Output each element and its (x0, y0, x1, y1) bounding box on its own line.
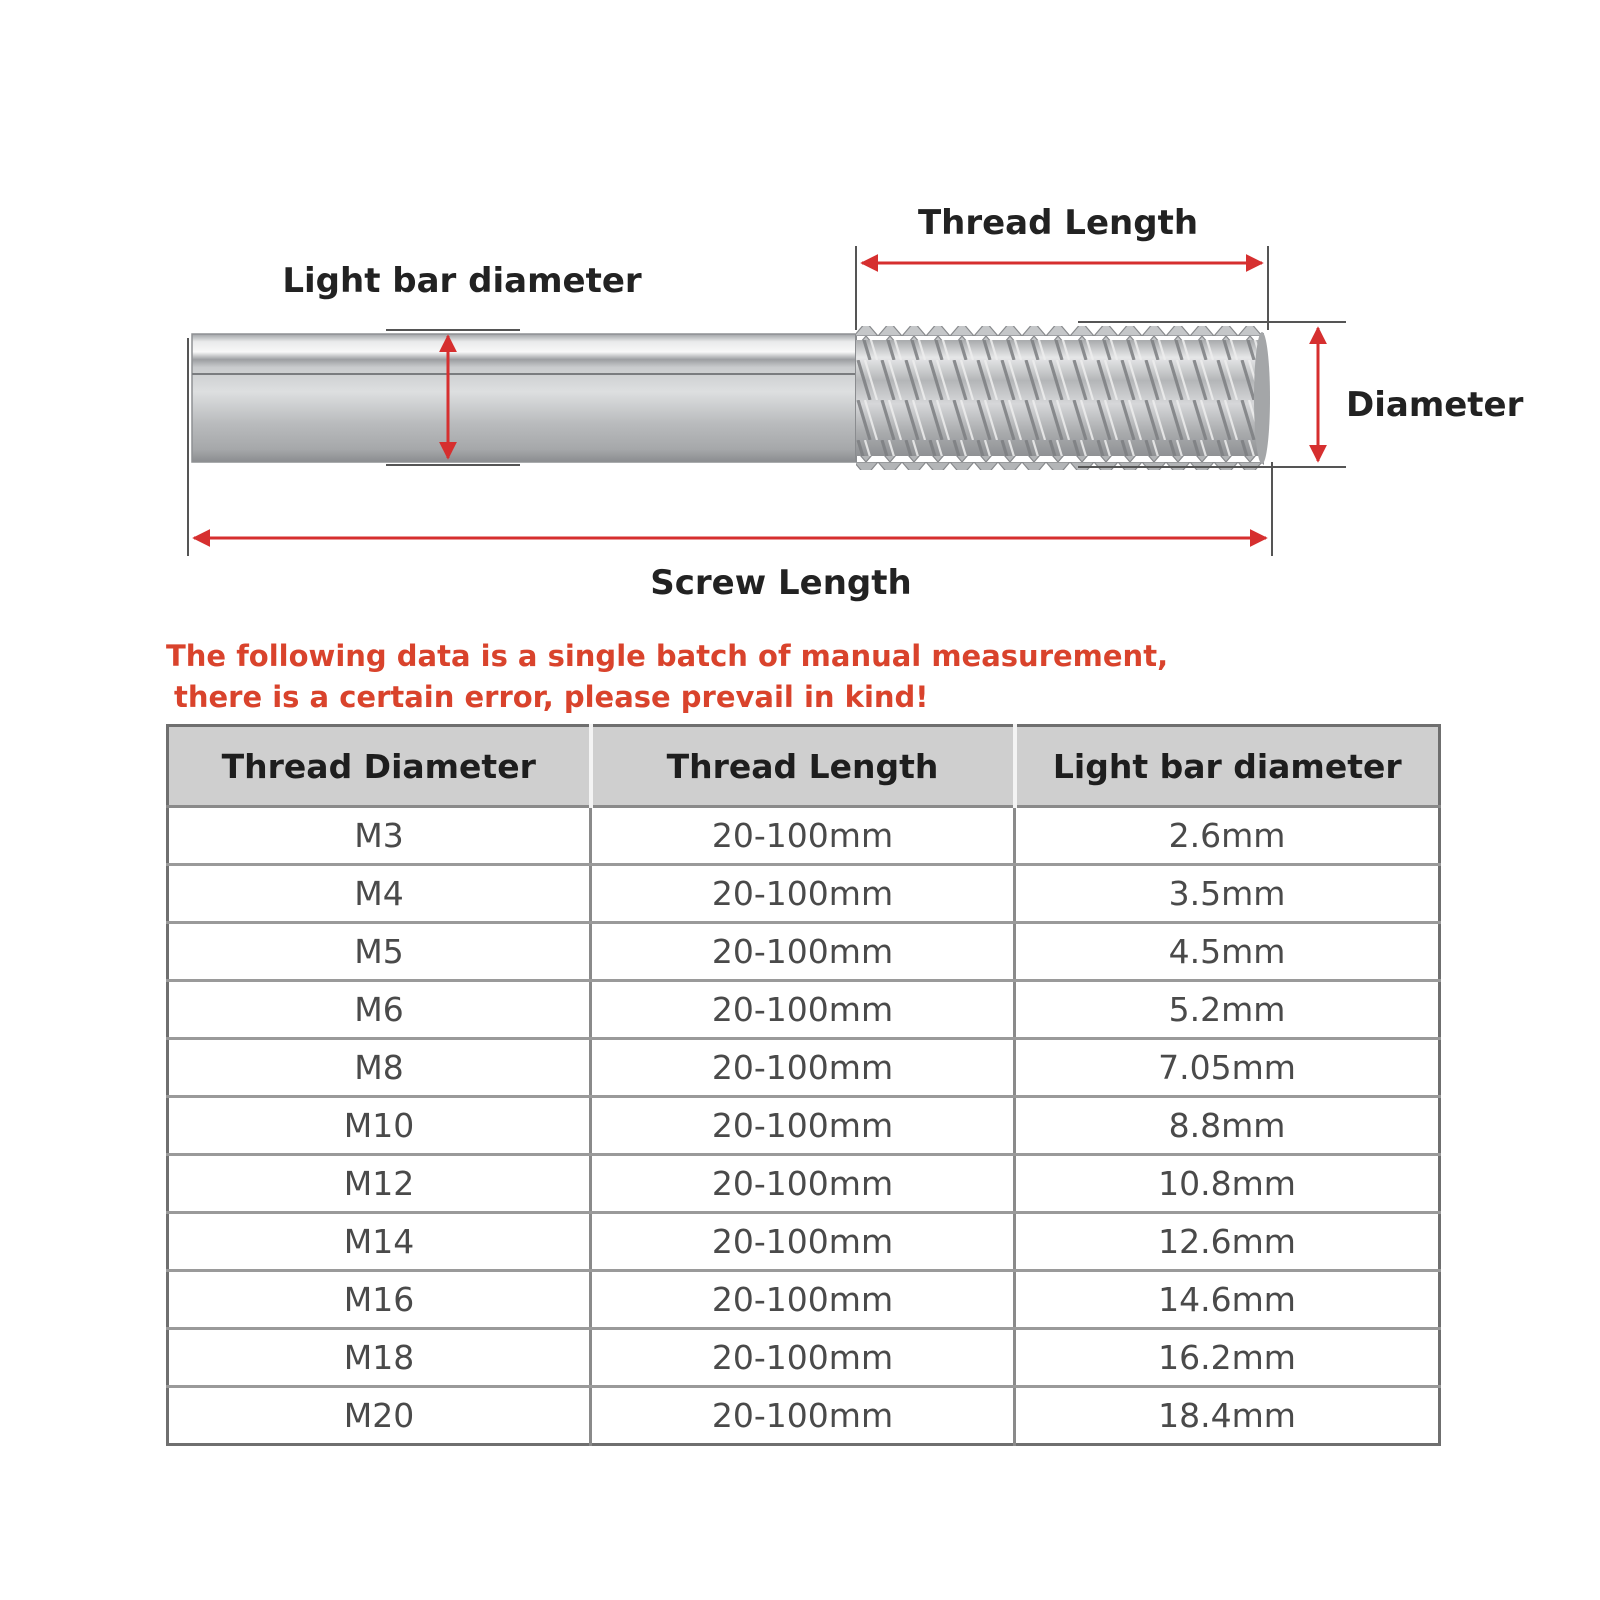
diameter-label: Diameter (1346, 385, 1524, 425)
cell-thread-length: 20-100mm (591, 923, 1015, 981)
cell-thread-length: 20-100mm (591, 1039, 1015, 1097)
cell-thread-length: 20-100mm (591, 865, 1015, 923)
cell-light-bar-diameter: 16.2mm (1015, 1329, 1440, 1387)
cell-thread-diameter: M12 (168, 1155, 591, 1213)
cell-thread-diameter: M5 (168, 923, 591, 981)
measurement-notice (166, 636, 1366, 718)
notice-line-2: there is a certain error, please prevail in kind! (174, 680, 929, 714)
cell-light-bar-diameter: 12.6mm (1015, 1213, 1440, 1271)
screw-length-label: Screw Length (650, 563, 912, 603)
cell-thread-length: 20-100mm (591, 1097, 1015, 1155)
table-header-row (168, 726, 1440, 807)
table-row (168, 1155, 1440, 1213)
screw-thread (856, 326, 1270, 470)
table-row (168, 1271, 1440, 1329)
header-thread-diameter: Thread Diameter (168, 726, 591, 807)
table-row (168, 923, 1440, 981)
cell-thread-diameter: M18 (168, 1329, 591, 1387)
table-row (168, 1039, 1440, 1097)
notice-line-1: The following data is a single batch of manual measurement, (166, 639, 1169, 673)
cell-thread-diameter: M8 (168, 1039, 591, 1097)
cell-thread-diameter: M20 (168, 1387, 591, 1445)
cell-thread-length: 20-100mm (591, 981, 1015, 1039)
cell-thread-diameter: M10 (168, 1097, 591, 1155)
cell-light-bar-diameter: 5.2mm (1015, 981, 1440, 1039)
header-light-bar-diameter: Light bar diameter (1015, 726, 1440, 807)
cell-thread-length: 20-100mm (591, 807, 1015, 865)
table-row (168, 1387, 1440, 1445)
header-thread-length: Thread Length (591, 726, 1015, 807)
table-row (168, 1213, 1440, 1271)
cell-thread-diameter: M6 (168, 981, 591, 1039)
cell-thread-length: 20-100mm (591, 1155, 1015, 1213)
cell-thread-length: 20-100mm (591, 1213, 1015, 1271)
cell-light-bar-diameter: 14.6mm (1015, 1271, 1440, 1329)
table-row (168, 807, 1440, 865)
cell-light-bar-diameter: 18.4mm (1015, 1387, 1440, 1445)
cell-light-bar-diameter: 10.8mm (1015, 1155, 1440, 1213)
cell-light-bar-diameter: 2.6mm (1015, 807, 1440, 865)
cell-light-bar-diameter: 4.5mm (1015, 923, 1440, 981)
cell-light-bar-diameter: 3.5mm (1015, 865, 1440, 923)
thread-length-label: Thread Length (917, 203, 1199, 243)
table-row (168, 1329, 1440, 1387)
light-bar-diameter-label: Light bar diameter (282, 261, 642, 301)
cell-light-bar-diameter: 8.8mm (1015, 1097, 1440, 1155)
specification-table (166, 724, 1441, 1446)
table-row (168, 981, 1440, 1039)
cell-thread-diameter: M16 (168, 1271, 591, 1329)
cell-light-bar-diameter: 7.05mm (1015, 1039, 1440, 1097)
table-row (168, 865, 1440, 923)
screw-dimension-diagram (0, 0, 1600, 640)
cell-thread-diameter: M3 (168, 807, 591, 865)
cell-thread-length: 20-100mm (591, 1387, 1015, 1445)
table-row (168, 1097, 1440, 1155)
cell-thread-diameter: M4 (168, 865, 591, 923)
cell-thread-length: 20-100mm (591, 1271, 1015, 1329)
screw-shaft (192, 334, 856, 462)
cell-thread-length: 20-100mm (591, 1329, 1015, 1387)
cell-thread-diameter: M14 (168, 1213, 591, 1271)
